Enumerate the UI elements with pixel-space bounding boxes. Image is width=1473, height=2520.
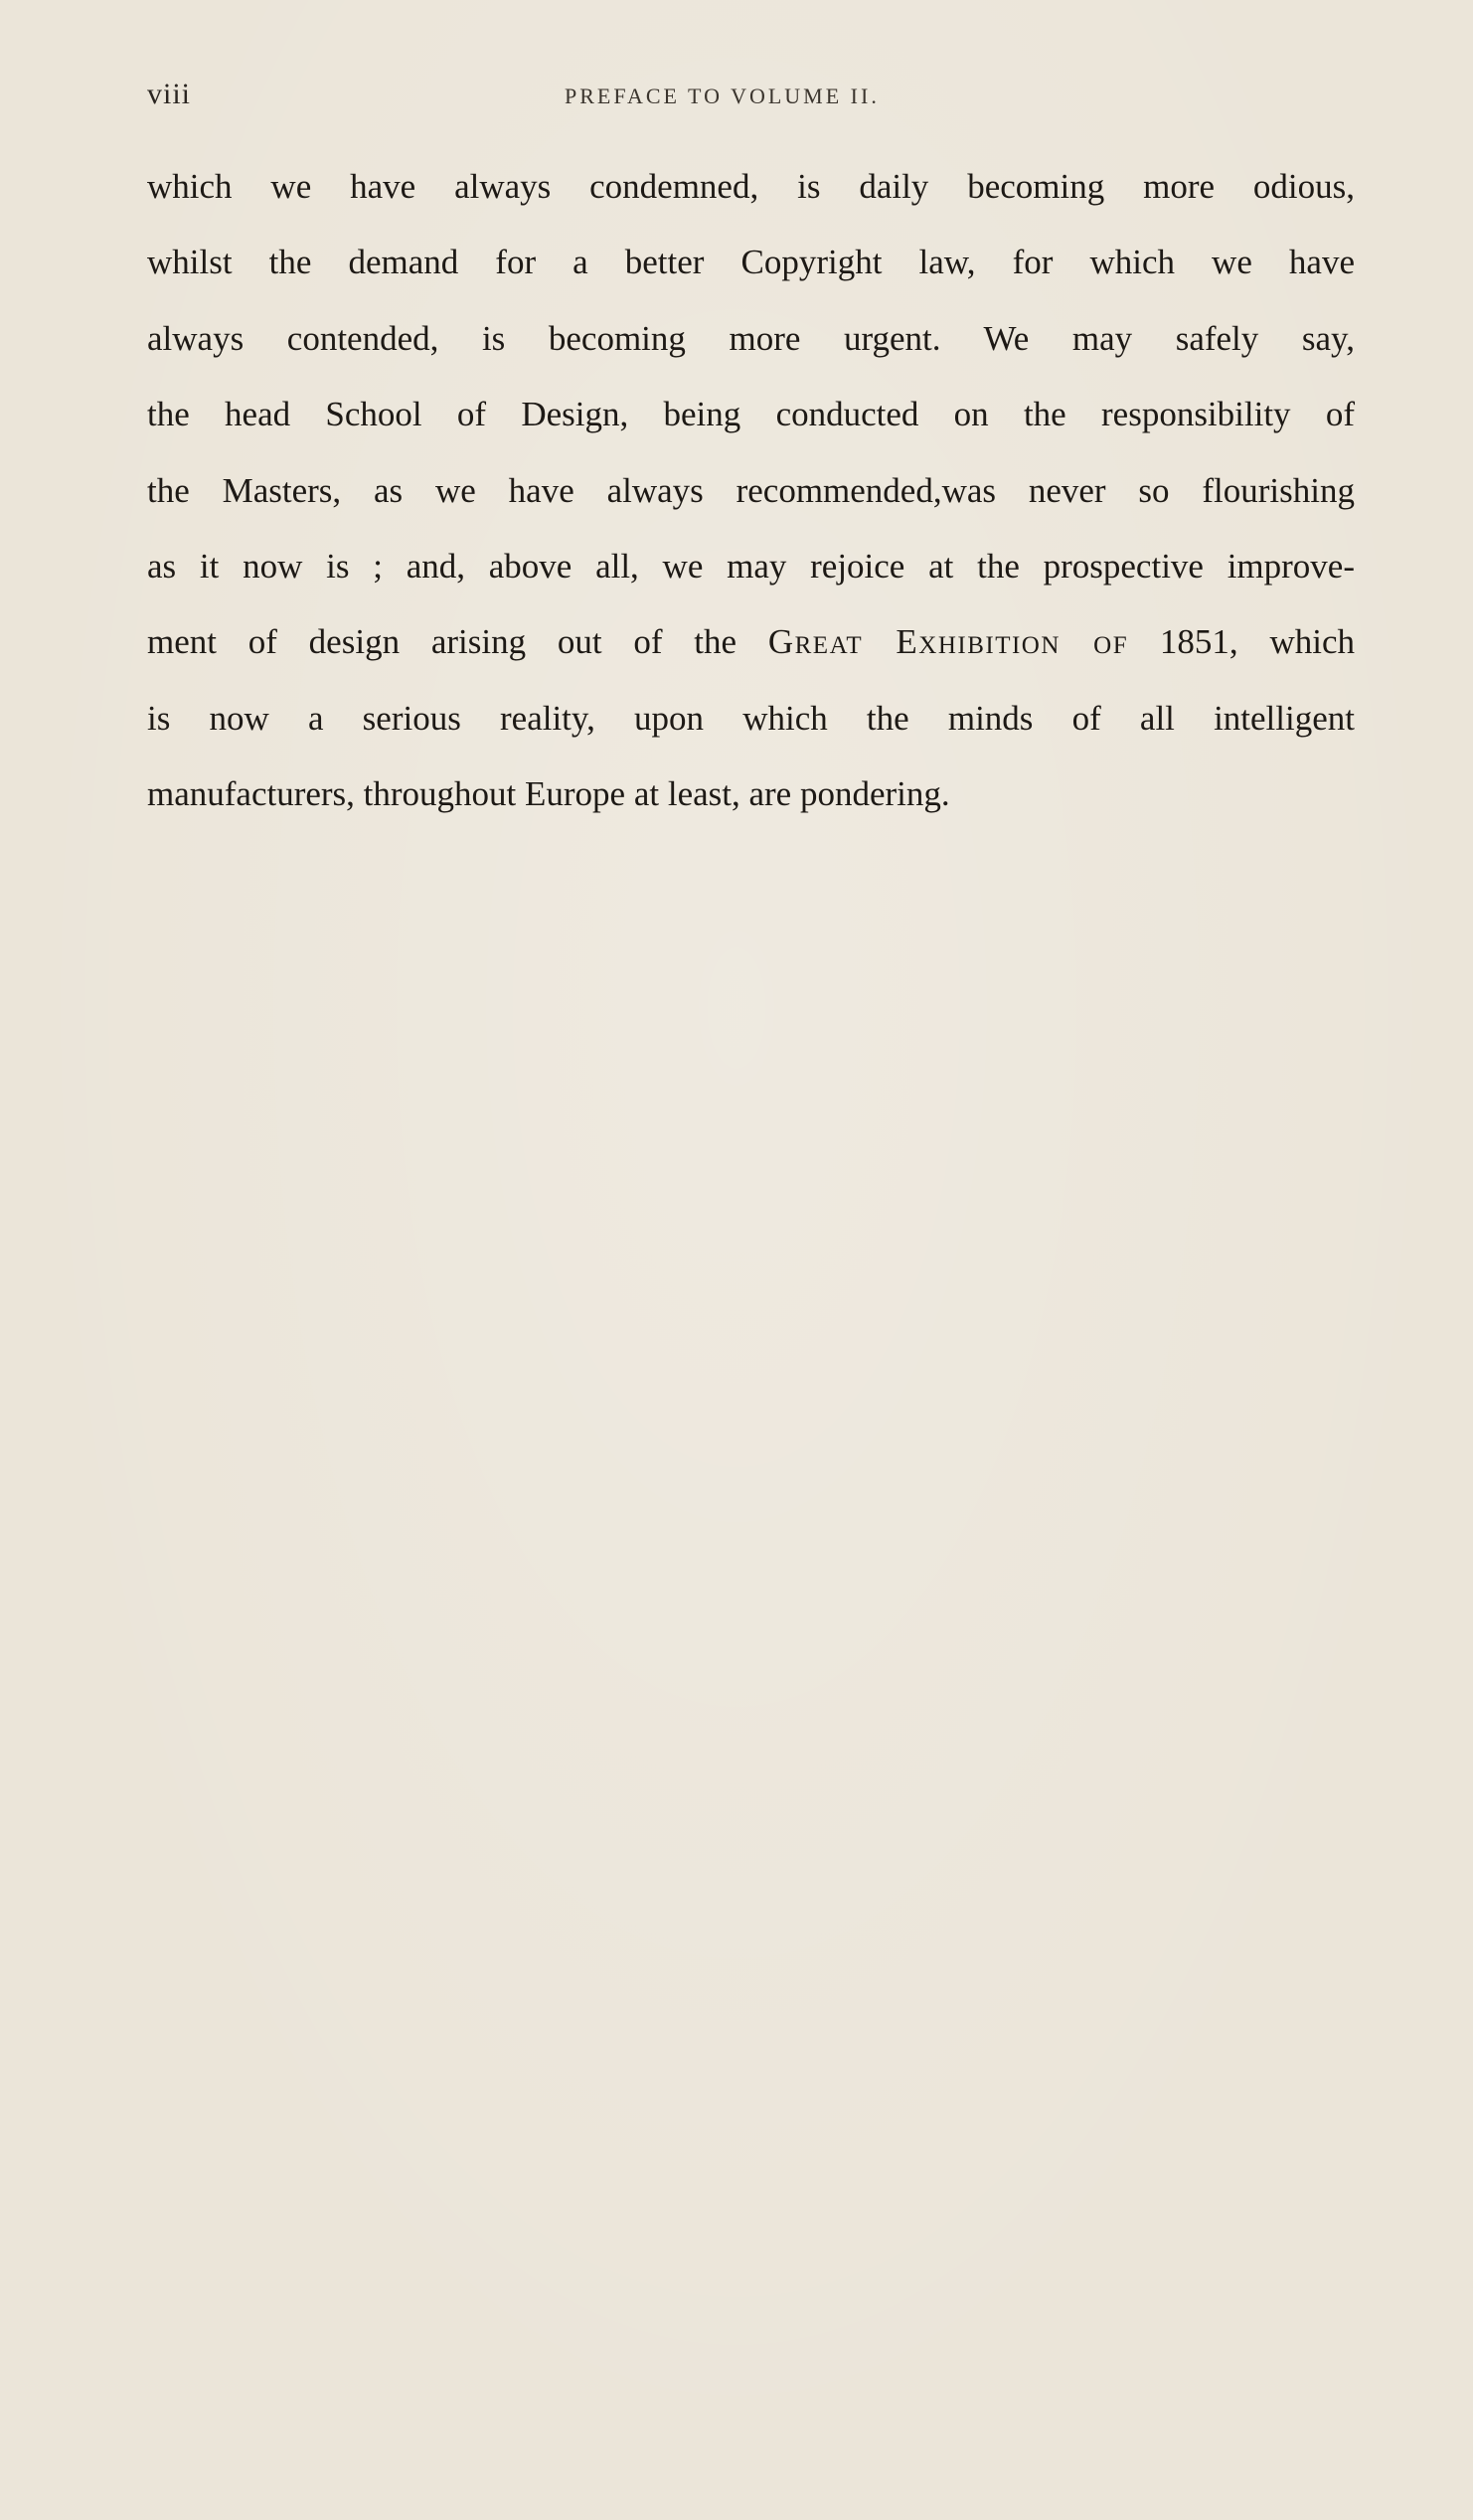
page-header: [147, 78, 1340, 117]
text-line-7: [147, 604, 1355, 680]
page-number: viii: [147, 78, 192, 110]
text-line-7-before: ment of design arising out of the: [147, 622, 768, 662]
text-line-8: is now a serious reality, upon which the minds of all intelligent: [147, 698, 1355, 738]
text-line-1: which we have always condemned, is daily becoming more odious,: [147, 167, 1355, 206]
text-line-2: whilst the demand for a better Copyright law, for which we have: [147, 243, 1355, 282]
text-line-5: the Masters, as we have always recommended,was never so flourishing: [147, 470, 1355, 510]
great-exhibition-smallcaps: Great Exhibition of: [767, 622, 1129, 662]
running-head: PREFACE TO VOLUME II.: [565, 84, 880, 108]
text-line-4: the head School of Design, being conducted on the responsibility of: [147, 395, 1355, 434]
body-text: [147, 149, 1355, 833]
text-line-9: manufacturers, throughout Europe at least, are pondering.: [147, 774, 950, 814]
text-line-6: as it now is ; and, above all, we may rejoice at the prospective improve-: [147, 546, 1355, 586]
text-line-3: always contended, is becoming more urgent. We may safely say,: [147, 318, 1355, 358]
text-line-7-after: 1851, which: [1128, 622, 1355, 662]
